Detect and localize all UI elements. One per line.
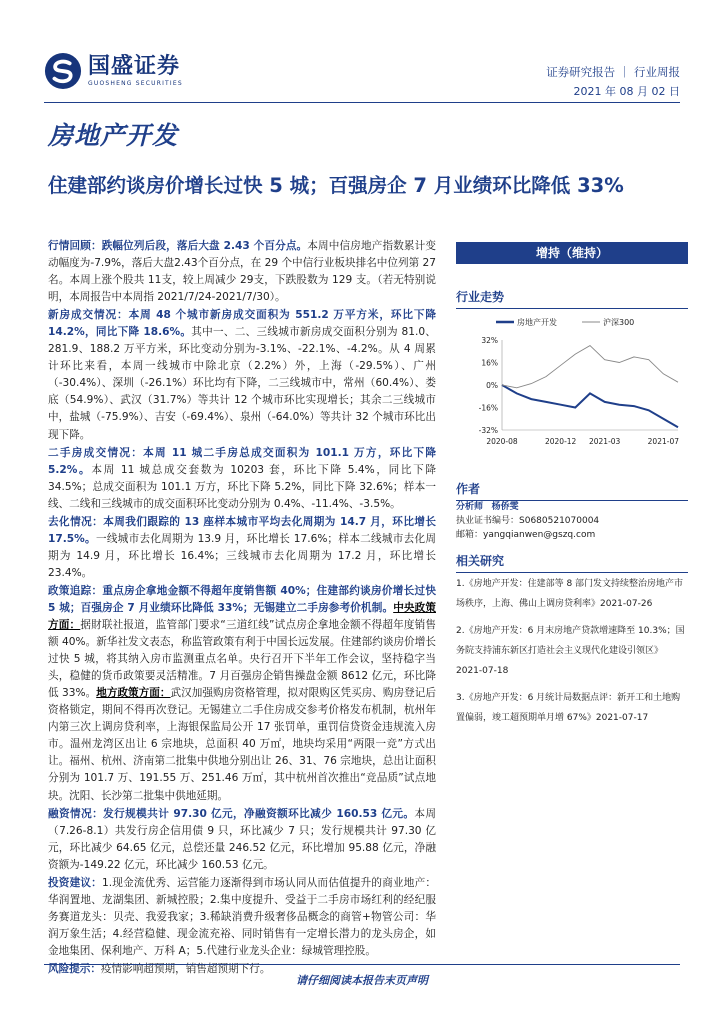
logo-name-en: GUOSHENG SECURITIES bbox=[88, 79, 183, 87]
central-policy-label: 中央政策方面： bbox=[48, 601, 436, 632]
logo-name-cn: 国盛证券 bbox=[88, 53, 181, 79]
author-cert: 执业证书编号：S0680521070004 bbox=[456, 516, 600, 526]
new-homes-label: 新房成交情况： bbox=[48, 309, 129, 322]
related-item[interactable]: 2.《房地产开发：6 月末房地产贷款增速降至 10.3%；国务院支持浦东新区打造社会主义现代化建设引领区》2021-07-18 bbox=[456, 626, 685, 676]
report-type: 证券研究报告 ｜ 行业周报 bbox=[546, 65, 680, 79]
risk-label: 风险提示： bbox=[48, 962, 101, 975]
market-review-body: 本周中信房地产指数累计变动幅度为-7.9%，落后大盘2.43个百分点，在 29 个中信行业板块排名中位列第 27 名。本周上涨个股共 11支，较上周减少 29支，下跌股数为 129 支。（若无特别说明，本周报告中本周指 2021/7/24-2021/7/30）。 bbox=[48, 240, 437, 304]
trend-section-title: 行业走势 bbox=[456, 288, 688, 309]
policy-paragraph bbox=[48, 583, 436, 805]
local-policy-label: 地方政策方面： bbox=[96, 687, 171, 700]
financing-lead: 发行规模共计 97.30 亿元，净融资额环比减少 160.53 亿元。 bbox=[103, 807, 415, 820]
author-section-title: 作者 bbox=[456, 480, 688, 501]
page-title: 住建部约谈房价增长过快 5 城；百强房企 7 月业绩环比降低 33% bbox=[48, 174, 624, 197]
y-tick-label: 0% bbox=[486, 381, 498, 390]
author-role: 分析师 bbox=[456, 502, 484, 512]
second-hand-paragraph bbox=[48, 445, 436, 513]
second-hand-label: 二手房成交情况： bbox=[48, 446, 144, 459]
financing-label: 融资情况： bbox=[48, 807, 104, 820]
market-review-lead: 跌幅位列后段，落后大盘 2.43 个百分点。 bbox=[101, 240, 308, 252]
x-tick-label: 2020-08 bbox=[486, 437, 518, 446]
footer-divider bbox=[44, 964, 680, 965]
related-research-list bbox=[456, 574, 688, 735]
policy-lead: 重点房企拿地金额不得超年度销售额 40%；住建部约谈房价增长过快 5 城；百强房企 7 月业绩环比降低 33%；无锡建立二手房参考价机制。 bbox=[48, 584, 436, 614]
central-policy-body: 据財联社报道，监管部门要求“三道红线”试点房企拿地金额不得超年度销售额 40%。新华社发文表态，称监管政策有利于中国长远发展。住建部约谈房价增长过快 5 城，将其纳入房市监测重点名单。央行召开下半年工作会议，坚持稳字当头，稳健的货币政策要灵活精准。7 月百强房企销售操盘金额 8612 亿元，环比降低 33%。 bbox=[48, 619, 437, 700]
x-tick-label: 2021-03 bbox=[588, 437, 621, 446]
x-tick-label: 2021-07 bbox=[647, 437, 680, 446]
investment-label: 投资建议： bbox=[48, 876, 102, 889]
inventory-label: 去化情况： bbox=[48, 515, 104, 528]
investment-paragraph bbox=[48, 875, 436, 960]
y-tick-label: -16% bbox=[478, 403, 498, 413]
related-section-title: 相关研究 bbox=[456, 552, 688, 573]
page-header bbox=[0, 0, 724, 110]
risk-body: 疫情影响超预期，销售超预期下行。 bbox=[100, 962, 271, 975]
second-hand-body: 本周 11 城总成交套数为 10203 套，环比下降 5.4%，同比下降 34.5%；总成交面积为 101.1 万方，环比下降 5.2%，同比下降 32.6%；样本一线、二线和三线城市的成交面积环比变动分别为 0.4%、-11.4%、-3.5%。 bbox=[48, 463, 436, 510]
author-name: 杨侨雯 bbox=[491, 502, 519, 512]
market-review-paragraph bbox=[48, 238, 436, 306]
inventory-lead: 本周我们跟踪的 13 座样本城市平均去化周期为 14.7 月，环比增长 17.5%。 bbox=[48, 515, 437, 545]
series-line-property bbox=[502, 385, 678, 427]
trend-chart bbox=[456, 312, 688, 464]
second-hand-lead: 本周 11 城二手房总成交面积为 101.1 万方，环比下降 5.2%。 bbox=[48, 446, 436, 476]
sector-title: 房地产开发 bbox=[48, 121, 179, 150]
new-homes-body: 其中一、二、三线城市新房成交面积分别为 81.0、281.9、188.2 万平方米，环比变动分别为-3.1%、-22.1%、-4.2%。从 4 周累计环比来看，本周一线城市中除北京（2.2%）外，上海（-29.5%）、广州（-30.4%）、深圳（-26.1%）环比均有下降，二三线城市中，常州（60.4%）、娄底（54.9%）、武汉（31.7%）等共计 12 个城市环比实现增长；其余二三线城市中，盐城（-75.9%）、吉安（-69.4%）、泉州（-64.0%）等共计 32 个城市环比出现下降。 bbox=[48, 326, 436, 441]
rating-badge: 增持（维持） bbox=[456, 242, 688, 264]
logo-mark-icon bbox=[44, 52, 82, 90]
inventory-paragraph bbox=[48, 514, 436, 582]
local-policy-body: 武汉加强购房资格管理，拟对限购区凭买房、购房登记后资格锁定，期间不得再次登记。无锡建立二手住房成交参考价格发布机制，杭州年内第三次上调房贷利率，上海银保监局公开 17 张罚单，重罚信贷资金违规流入房市。温州龙湾区出让 6 宗地块，总面积 40 万㎡，地块均采用“两限一竞”方式出让。福州、杭州、济南第二批集中供地分别出让 26、31、76 宗地块，总出让面积分别为 101.7 万、191.55 万、251.46 万㎡，其中杭州首次推出“竞品质”试点地块。沈阳、长沙第二批集中供地延期。 bbox=[48, 687, 436, 802]
y-tick-label: 32% bbox=[481, 336, 498, 345]
y-tick-label: -32% bbox=[478, 426, 498, 435]
investment-body: 1.现金流优秀、运营能力逐渐得到市场认同从而估值提升的商业地产：华润置地、龙湖集团、新城控股；2.集中度提升、受益于二手房市场红利的经纪服务赛道龙头：贝壳、我爱我家；3.稀缺消费升级奢侈品概念的商管+物管公司：华润万象生活；4.经营稳健、现金流充裕、同时销售有一定增长潜力的龙头房企，如金地集团、保利地产、万科 A；5.代建行业龙头企业：绿城管理控股。 bbox=[48, 876, 436, 957]
author-email[interactable]: 邮箱：yangqianwen@gszq.com bbox=[456, 530, 596, 540]
header-divider bbox=[44, 102, 680, 103]
financing-paragraph bbox=[48, 806, 436, 874]
company-logo bbox=[44, 52, 183, 90]
legend-label-property: 房地产开发 bbox=[517, 318, 557, 327]
financing-body: 本周（7.26-8.1）共发行房企信用债 9 只，环比减少 7 只；发行规模共计 97.30 亿元，环比减少 64.65 亿元，总偿还量 246.52 亿元，环比增加 95.88 亿元，净融资额为-149.22 亿元，环比减少 160.53 亿元。 bbox=[48, 807, 437, 871]
new-homes-paragraph bbox=[48, 307, 436, 443]
related-item[interactable]: 1.《房地产开发：住建部等 8 部门发文持续整治房地产市场秩序，上海、佛山上调房贷利率》2021-07-26 bbox=[456, 579, 684, 609]
new-homes-lead: 本周 48 个城市新房成交面积为 551.2 万平方米，环比下降 14.2%，同比下降 18.6%。 bbox=[48, 309, 436, 339]
policy-label: 政策追踪： bbox=[48, 584, 103, 597]
related-item[interactable]: 3.《房地产开发：6 月统计局数据点评：新开工和土地购置偏弱，竣工超预期单月增 67%》2021-07-17 bbox=[456, 693, 681, 723]
author-block bbox=[456, 500, 688, 542]
inventory-body: 一线城市去化周期为 13.9 月，环比增长 17.6%；样本二线城市去化周期为 14.9 月，环比增长 16.4%；三线城市去化周期为 17.2 月，环比增长 23.4%。 bbox=[48, 532, 436, 579]
legend-label-csi300: 沪深300 bbox=[603, 318, 635, 327]
report-body bbox=[48, 238, 436, 979]
report-date: 2021 年 08 月 02 日 bbox=[573, 85, 680, 98]
x-tick-label: 2020-12 bbox=[544, 437, 577, 446]
footer-disclaimer: 请仔细阅读本报告末页声明 bbox=[296, 974, 428, 987]
market-review-label: 行情回顾： bbox=[48, 240, 102, 252]
y-tick-label: 16% bbox=[481, 358, 498, 368]
series-line-csi300 bbox=[502, 346, 678, 388]
